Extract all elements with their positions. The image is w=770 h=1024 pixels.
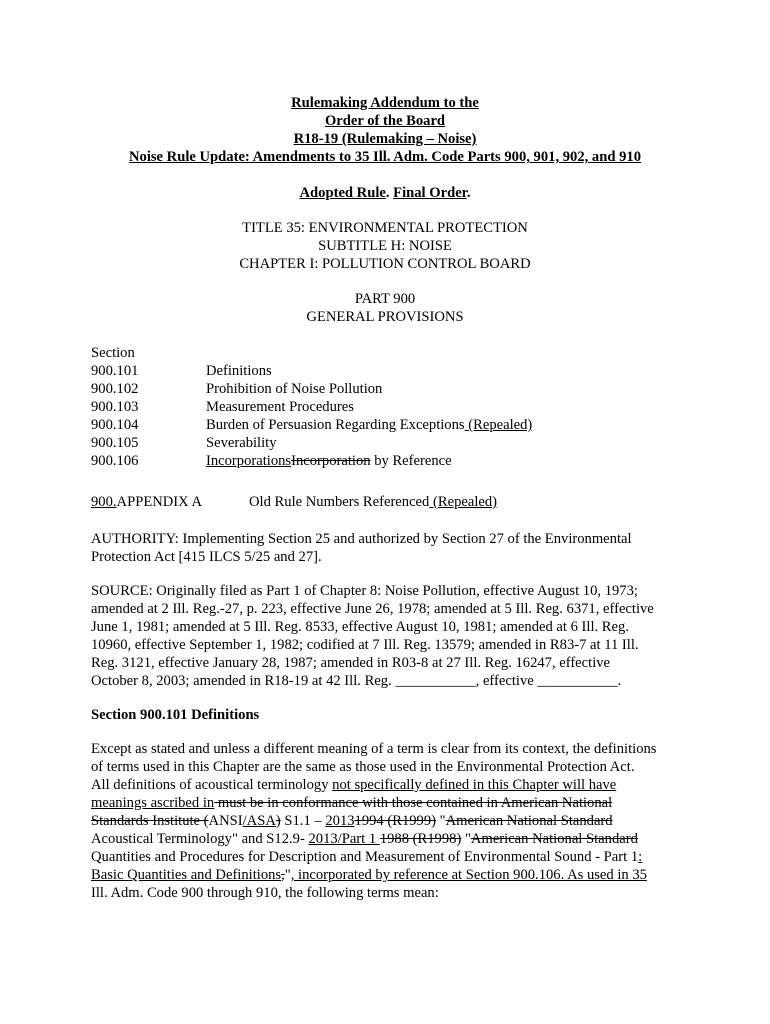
source-line: October 8, 2003; amended in R18-19 at 42 Ill. Reg. ___________, effective ___________. (91, 673, 622, 689)
doc-heading-line2: Order of the Board (324, 113, 446, 129)
definitions-line (91, 812, 691, 830)
definitions-line (91, 794, 691, 812)
source-line: 10960, effective September 1, 1982; codified at 7 Ill. Reg. 13579; amended in R83-7 at 11 Ill. (91, 637, 639, 653)
title-line: TITLE 35: ENVIRONMENTAL PROTECTION (242, 220, 528, 236)
chapter-line: CHAPTER I: POLLUTION CONTROL BOARD (239, 256, 531, 272)
appendix-title-text: Old Rule Numbers Referenced (249, 494, 430, 510)
added-text: not specifically defined in this Chapter will have (332, 777, 617, 793)
deleted-text: 1988 (R1998) (379, 831, 462, 847)
deleted-text: 1994 (R1999) (354, 813, 437, 829)
toc-title-text: Prohibition of Noise Pollution (206, 381, 383, 397)
toc-num: 900.102 (91, 381, 139, 397)
added-text: meanings ascribed in (91, 795, 215, 811)
appendix-prefix-added: 900. (91, 494, 117, 510)
definitions-line: Ill. Adm. Code 900 through 910, the following terms mean: (91, 885, 439, 901)
toc-title (206, 362, 272, 380)
appendix-added-text: (Repealed) (429, 494, 498, 510)
toc-title (206, 398, 354, 416)
definitions-line (91, 830, 691, 848)
toc-num: 900.103 (91, 399, 139, 415)
toc-title-text: Definitions (206, 363, 272, 379)
definitions-line: of terms used in this Chapter are the same as those used in the Environmental Protection Act. (91, 759, 635, 775)
toc-added-text: Incorporations (206, 453, 292, 469)
deleted-text: American National Standard (445, 813, 613, 829)
text: " (436, 813, 446, 829)
definitions-paragraph (91, 740, 691, 902)
added-text: 2013/Part 1 (308, 831, 380, 847)
toc-deleted-text: Incorporation (291, 453, 371, 469)
part-name-line: GENERAL PROVISIONS (306, 309, 464, 325)
adopted-rule-label: Adopted Rule (299, 185, 386, 201)
text: " (284, 867, 291, 883)
deleted-text: Standards Institute ( (91, 813, 209, 829)
section-heading: Section 900.101 Definitions (91, 707, 260, 723)
doc-heading-line4: Noise Rule Update: Amendments to 35 Ill. Adm. Code Parts 900, 901, 902, and 910 (128, 149, 641, 165)
definitions-line: Except as stated and unless a different meaning of a term is clear from its context, the definitions (91, 741, 657, 757)
text: Acoustical Terminology" and S12.9- (91, 831, 309, 847)
toc-num: 900.101 (91, 363, 139, 379)
period: . (466, 185, 471, 201)
doc-heading-line3: R18-19 (Rulemaking – Noise) (293, 131, 477, 147)
added-text: /ASA (242, 813, 276, 829)
toc-added-text: (Repealed) (464, 417, 533, 433)
toc-title (206, 434, 277, 452)
toc-title-text: Severability (206, 435, 277, 451)
toc-title-text: Burden of Persuasion Regarding Exceptions (206, 417, 465, 433)
toc-title (206, 452, 452, 470)
text: ANSI (208, 813, 243, 829)
added-text: , incorporated by reference at Section 900.106. As used in 35 (290, 867, 647, 883)
toc-title (206, 416, 532, 434)
deleted-text: American National Standard (470, 831, 638, 847)
appendix-label (91, 493, 202, 511)
appendix-title (249, 493, 497, 511)
deleted-text: ) (275, 813, 281, 829)
toc-title-text: Measurement Procedures (206, 399, 354, 415)
toc-title (206, 380, 382, 398)
source-line: SOURCE: Originally filed as Part 1 of Chapter 8: Noise Pollution, effective August 10, 1973; (91, 583, 638, 599)
source-line: Reg. 3121, effective January 28, 1987; amended in R03-8 at 27 Ill. Reg. 16247, effective (91, 655, 611, 671)
added-text: 2013 (325, 813, 355, 829)
toc-title-text: by Reference (370, 453, 452, 469)
final-order-label: Final Order (393, 185, 467, 201)
authority-line: Protection Act [415 ILCS 5/25 and 27]. (91, 549, 322, 565)
text: " (461, 831, 471, 847)
toc-heading: Section (91, 345, 135, 361)
text: Quantities and Procedures for Description and Measurement of Environmental Sound - Part 1 (91, 849, 639, 865)
text: All definitions of acoustical terminology (91, 777, 333, 793)
adopted-final-line (0, 184, 770, 202)
subtitle-line: SUBTITLE H: NOISE (318, 238, 452, 254)
text: S1.1 – (280, 813, 326, 829)
authority-paragraph (91, 530, 691, 566)
source-line: amended at 2 Ill. Reg.-27, p. 223, effective June 26, 1978; amended at 5 Ill. Reg. 6371, effective (91, 601, 654, 617)
separator: . (385, 185, 394, 201)
part-line: PART 900 (354, 291, 416, 307)
source-line: June 1, 1981; amended at 5 Ill. Reg. 8533, effective August 10, 1981; amended at 6 Ill. Reg. (91, 619, 629, 635)
doc-heading-line1: Rulemaking Addendum to the (291, 95, 479, 111)
toc-num: 900.106 (91, 453, 139, 469)
definitions-line (91, 848, 691, 866)
deleted-text: , (281, 867, 285, 883)
deleted-text: must be in conformance with those contained in American National (214, 795, 613, 811)
definitions-line (91, 866, 691, 884)
toc-num: 900.105 (91, 435, 139, 451)
toc-num: 900.104 (91, 417, 139, 433)
added-text: Basic Quantities and Definitions (91, 867, 282, 883)
appendix-label-text: APPENDIX A (116, 494, 203, 510)
added-text: : (638, 849, 643, 865)
authority-line: AUTHORITY: Implementing Section 25 and authorized by Section 27 of the Environmental (91, 531, 632, 547)
source-paragraph (91, 582, 691, 690)
definitions-line (91, 776, 691, 794)
